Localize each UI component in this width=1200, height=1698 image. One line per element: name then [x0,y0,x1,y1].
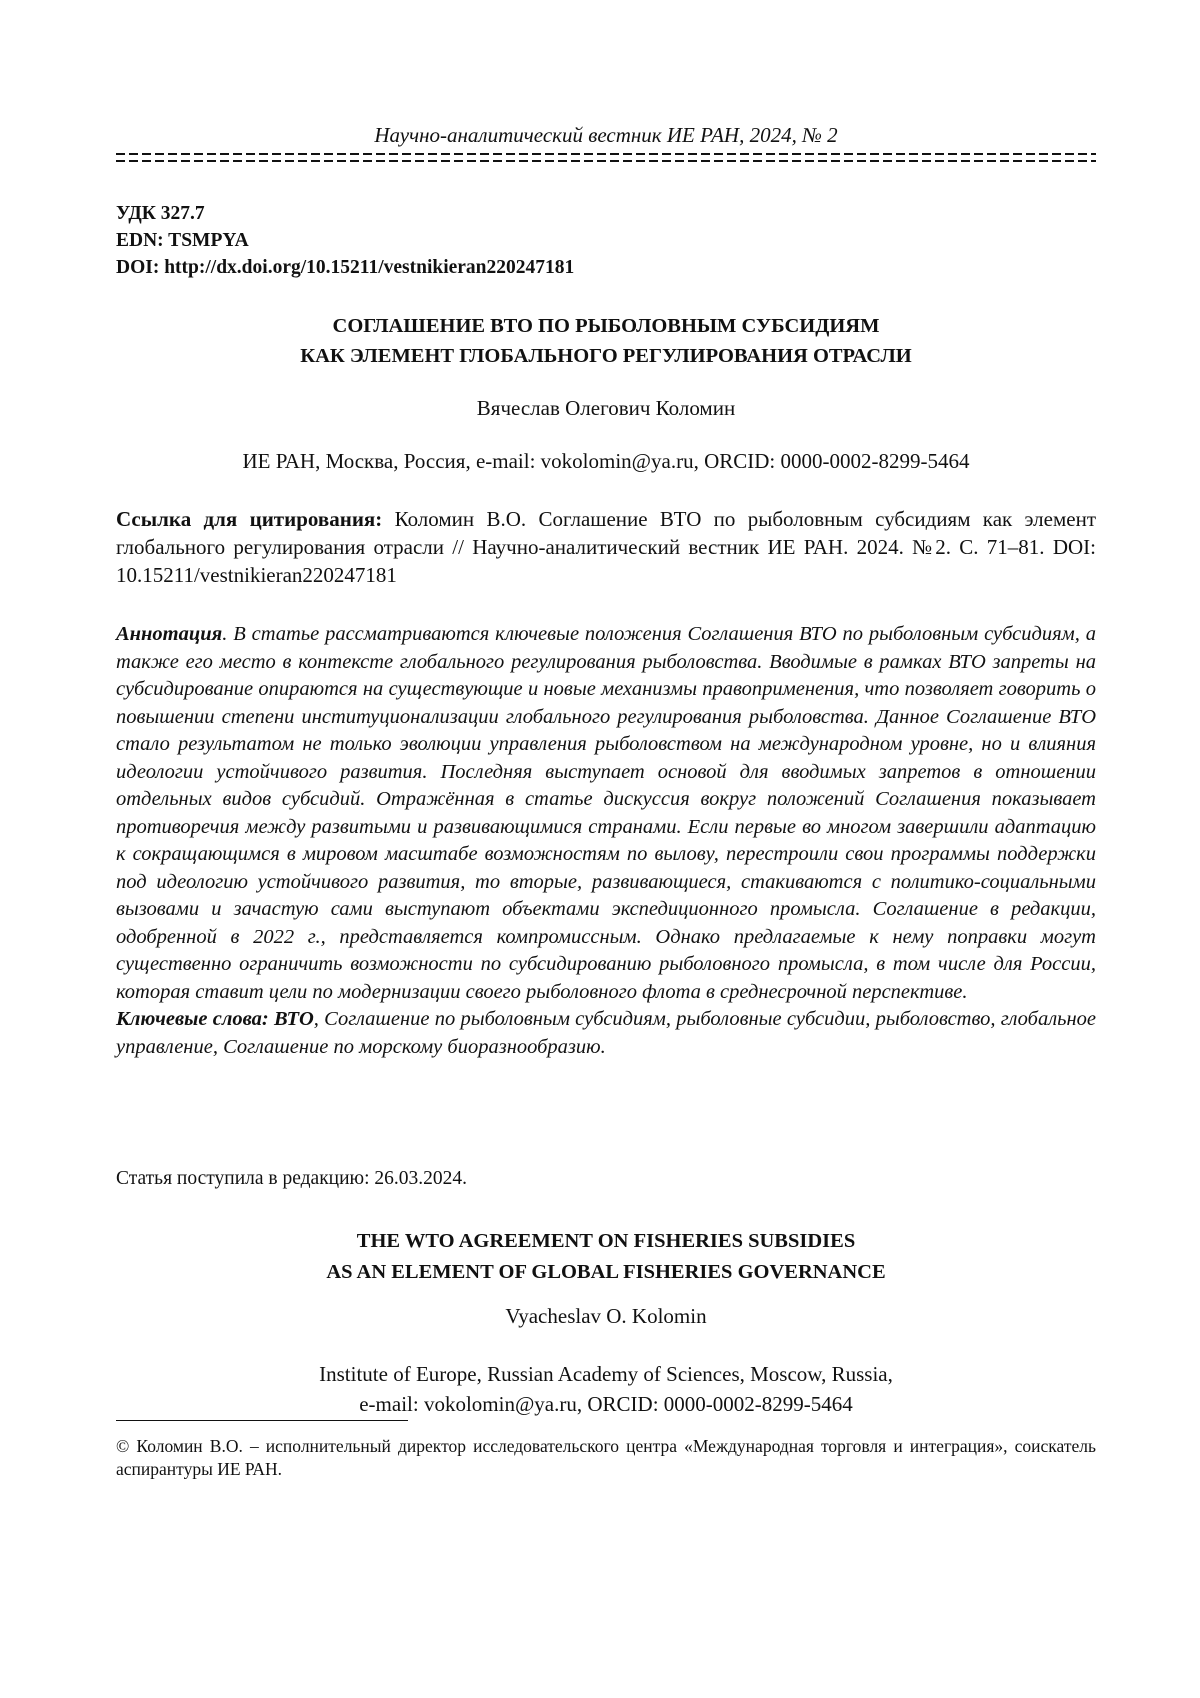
udk-code: УДК 327.7 [116,203,205,224]
citation-block [116,505,1096,589]
doi-link[interactable]: DOI: http://dx.doi.org/10.15211/vestnikieran220247181 [116,257,575,278]
author-footnote: © Коломин В.О. – исполнительный директор исследовательского центра «Международная торговля и интеграция», соискатель аспирантуры ИЕ РАН. [116,1436,1096,1479]
title-en-line-2: AS AN ELEMENT OF GLOBAL FISHERIES GOVERNANCE [326,1261,886,1283]
keywords-text: , Соглашение по рыболовным субсидиям, рыболовные субсидии, рыболовство, глобальное управление, Соглашение по морскому биоразнообразию. [116,1008,1096,1058]
edn-code: EDN: TSMPYA [116,230,249,251]
abstract-text: . В статье рассматриваются ключевые положения Соглашения ВТО по рыболовным субсидиям, а также его место в контексте глобального регулирования рыболовства. Вводимые в рамках ВТО запреты на субсидирование опираются на существующие и новые механизмы правоприменения, что позволяет говорить о повышении степени институционализации глобального регулирования рыболовства. Данное Соглашение ВТО стало результатом не только эволюции управления рыболовством на международном уровне, но и влияния идеологии устойчивого развития. Последняя выступает основой для вводимых запретов в отношении отдельных видов субсидий. Отражённая в статье дискуссия вокруг положений Соглашения показывает противоречия между развитыми и развивающимися странами. Если первые во многом завершили адаптацию к сокращающимся в мировом масштабе возможностям по вылову, перестроили свои программы поддержки под идеологию устойчивого развития, то вторые, развивающиеся, стакиваются с политико-социальными вызовами и зачастую сами выступают объектами экспедиционного промысла. Соглашение в редакции, одобренной в 2022 г., представляется компромиссным. Однако предлагаемые к нему поправки могут существенно ограничить возможности по субсидированию рыболовного промысла, в том числе для России, которая ставит цели по модернизации своего рыболовного флота в среднесрочной перспективе. [116,623,1096,1003]
article-title-en [116,1226,1096,1288]
author-affiliation-ru: ИЕ РАН, Москва, Россия, e-mail: vokolomin@ya.ru, ORCID: 0000-0002-8299-5464 [242,449,970,473]
title-en-line-1: THE WTO AGREEMENT ON FISHERIES SUBSIDIES [356,1230,856,1252]
header-double-dashed-rule [116,153,1096,162]
abstract-label: Аннотация [116,623,223,645]
title-ru-line-1: СОГЛАШЕНИЕ ВТО ПО РЫБОЛОВНЫМ СУБСИДИЯМ [332,315,880,337]
affiliation-en-line-1: Institute of Europe, Russian Academy of Sciences, Moscow, Russia, [319,1362,893,1386]
received-date: Статья поступила в редакцию: 26.03.2024. [116,1168,468,1189]
abstract-paragraph [116,621,1096,1006]
keywords-label: Ключевые слова: ВТО [116,1008,314,1030]
abstract-block [116,621,1096,1061]
author-name-ru: Вячеслав Олегович Коломин [476,396,736,420]
author-name-en: Vyacheslav O. Kolomin [505,1304,707,1328]
running-head: Научно-аналитический вестник ИЕ РАН, 2024, № 2 [374,123,838,147]
title-ru-line-2: КАК ЭЛЕМЕНТ ГЛОБАЛЬНОГО РЕГУЛИРОВАНИЯ ОТРАСЛИ [300,345,912,367]
footnote-separator [116,1420,408,1421]
article-metadata [116,200,574,281]
keywords-paragraph [116,1006,1096,1061]
article-title-ru [116,311,1096,371]
affiliation-en-line-2: e-mail: vokolomin@ya.ru, ORCID: 0000-0002-8299-5464 [359,1392,853,1416]
citation-label: Ссылка для цитирования: [116,507,383,531]
author-affiliation-en [116,1359,1096,1419]
citation-text: Коломин В.О. Соглашение ВТО по рыболовным субсидиям как элемент глобального регулирования отрасли // Научно-аналитический вестник ИЕ РАН. 2024. №2. С. 71–81. DOI: 10.15211/vestnikieran220247181 [116,507,1096,587]
